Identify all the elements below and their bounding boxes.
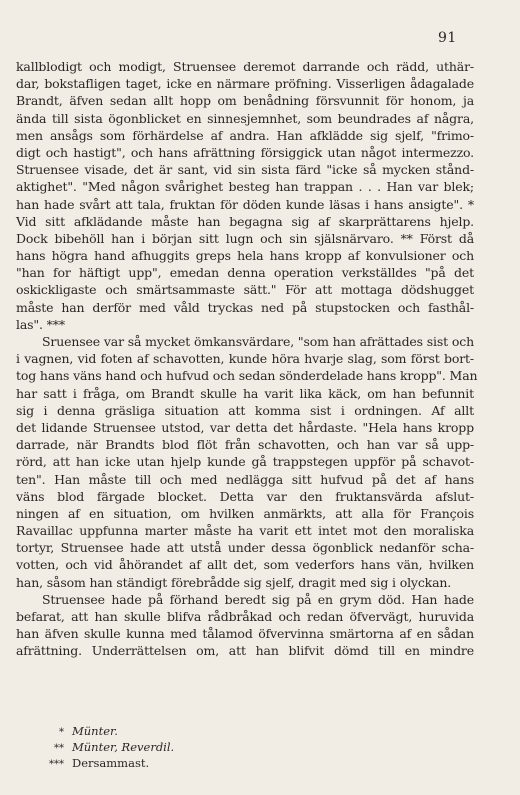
text-line: befarat, att han skulle blifva rådbråkad och redan öfvervägt, huruvida — [16, 609, 474, 624]
footnote-mark: * — [59, 727, 64, 738]
text-line: afrättning. Underrättelsen om, att han blifvit dömd till en mindre — [16, 643, 474, 659]
footnote — [38, 740, 338, 756]
text-line: Sruensee var så mycket ömkansvärdare, "som han afrättades sist och — [42, 334, 474, 349]
text-line: digt och hastigt", och hans afrättning försiggick utan något intermezzo. — [16, 144, 474, 160]
text-line: rörd, att han icke utan hjelp kunde gå trappstegen uppför på schavot- — [16, 454, 474, 470]
text-line: dar, bokstafligen taget, icke en närmare pröfning. Visserligen ådagalade — [16, 76, 474, 92]
footnote-mark: *** — [49, 759, 64, 770]
text-line: Dock bibehöll han i början sitt lugn och sin själsnärvaro. ** Först då — [16, 230, 474, 246]
paragraph — [16, 58, 474, 333]
text-line: Brandt, äfven sedan allt hopp om benådning försvunnit för honom, ja — [16, 93, 474, 109]
text-line: har satt i fråga, om Brandt skulle ha varit lika käck, om han befunnit — [16, 385, 474, 401]
text-line: ten". Han måste till och med nedlägga sitt hufvud på det af hans — [16, 471, 474, 487]
paragraph — [16, 591, 474, 660]
text-line: "han for häftigt upp", emedan denna operation verkställdes "på det — [16, 265, 474, 281]
text-line: oskickligaste och smärtsammaste sätt." För att mottaga dödshugget — [16, 282, 474, 298]
text-line: i vagnen, vid foten af schavotten, kunde höra hvarje slag, som först bort- — [16, 351, 474, 367]
text-line: las". *** — [16, 316, 65, 332]
text-line: aktighet". "Med någon svårighet besteg han trappan . . . Han var blek; — [16, 179, 474, 195]
footnotes — [38, 724, 338, 772]
footnote — [38, 756, 338, 772]
text-line: han, såsom han ständigt förebrådde sig sjelf, dragit med sig i olyckan. — [16, 574, 452, 590]
footnote-text: Münter, Reverdil. — [72, 740, 175, 754]
text-line: han hade svårt att tala, fruktan för döden kunde läsas i hans ansigte". * — [16, 196, 474, 212]
text-line: Struensee visade, det är sant, vid sin sista färd "icke så mycken stånd- — [16, 162, 474, 178]
text-line: måste han derför med våld tryckas ned på stupstocken och fasthål- — [16, 299, 474, 315]
text-line: Struensee hade på förhand beredt sig på en grym död. Han hade — [42, 591, 474, 607]
text-line: Vid sitt afklädande måste han begagna sig af skarprättarens hjelp. — [16, 213, 474, 229]
text-line: tortyr, Struensee hade att utstå under dessa ögonblick nedanför scha- — [16, 540, 474, 556]
page-number: 91 — [438, 30, 457, 46]
text-line: kallblodigt och modigt, Struensee deremot darrande och rädd, uthär- — [16, 59, 474, 74]
text-line: ningen af en situation, om hvilken anmärkts, att alla för François — [16, 505, 474, 521]
footnote-mark: ** — [54, 743, 64, 754]
paragraph — [16, 333, 478, 591]
footnote — [38, 724, 338, 740]
text-line: väns blod färgade blocket. Detta var den fruktansvärda afslut- — [16, 488, 474, 504]
text-line: hans högra hand afhuggits greps hela hans kropp af konvulsioner och — [16, 248, 474, 264]
footnote-text: Dersammast. — [72, 756, 150, 770]
text-line: det lidande Struensee utstod, var detta det hårdaste. "Hela hans kropp — [16, 419, 474, 435]
text-line: darrade, när Brandts blod flöt från schavotten, och han var så upp- — [16, 437, 474, 453]
text-line: han äfven skulle kunna med tålamod öfvervinna smärtorna af en sådan — [16, 626, 474, 642]
text-line: Ravaillac uppfunna marter måste ha varit ett intet mot den moraliska — [16, 523, 474, 539]
footnote-text: Münter. — [72, 724, 118, 738]
text-line: tog hans väns hand och hufvud och sedan sönderdelade hans kropp". Man — [16, 368, 478, 384]
text-line: votten, och vid åhörandet af allt det, som vederfors hans vän, hvilken — [16, 557, 474, 573]
text-line: ända till sista ögonblicket en sinnesjemnhet, som beundrades af några, — [16, 110, 474, 126]
text-line: men ansågs som förhärdelse af andra. Han afklädde sig sjelf, "frimo- — [16, 127, 474, 143]
text-line: sig i denna gräsliga situation att komma sist i ordningen. Af allt — [16, 402, 474, 418]
body-text — [16, 58, 478, 660]
